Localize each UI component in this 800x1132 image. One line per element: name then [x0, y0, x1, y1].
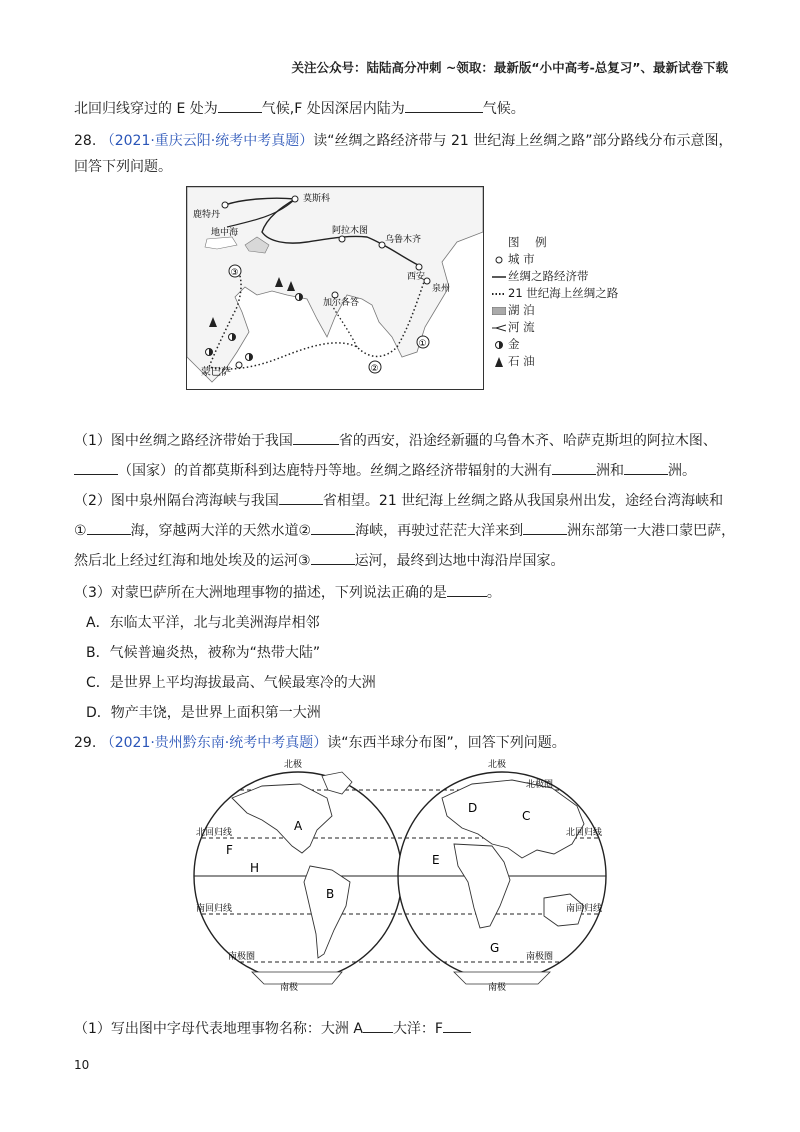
q28-p2-text: 洲东部第一大港口蒙巴萨， — [567, 523, 736, 539]
legend-label: 21 世纪海上丝绸之路 — [508, 286, 619, 300]
page-header: 关注公众号：陆陆高分冲刺 ~领取：最新版“小中高考-总复习”、最新试卷下载 — [291, 60, 728, 75]
lake-icon — [490, 307, 508, 315]
option-c[interactable]: C．是世界上平均海拔最高、气候最寒冷的大洲 — [86, 675, 376, 691]
hemispheres-map-drawing — [192, 758, 610, 994]
q28-stem-line2: 回答下列问题。 — [74, 159, 172, 175]
label-F: F — [226, 843, 233, 857]
map-label-almaty: 阿拉木图 — [332, 226, 369, 236]
q28-number: 28. — [74, 133, 97, 149]
q28-p3-text: （3）对蒙巴萨所在大洲地理事物的描述，下列说法正确的是 — [74, 585, 447, 601]
q28-p2-text: （2）图中泉州隔台湾海峡与我国 — [74, 493, 279, 509]
oil-icon — [490, 357, 508, 367]
map-label-kolkata: 加尔各答 — [323, 298, 360, 308]
solid-line-icon — [490, 274, 508, 280]
label-C: C — [522, 809, 531, 823]
q29-stem — [74, 732, 566, 752]
map-label-c2: ② — [370, 364, 379, 374]
city-icon — [236, 362, 242, 368]
option-b[interactable]: B．气候普遍炎热，被称为“热带大陆” — [86, 645, 321, 661]
q29-stem-text: 读“东西半球分布图”，回答下列问题。 — [327, 735, 566, 751]
label-arctic-e: 北极圈 — [526, 780, 554, 790]
q28-p2-text: 海，穿越两大洋的天然水道② — [130, 523, 312, 539]
q28-p2-line2 — [74, 520, 735, 540]
q28-p2-text: 运河，最终到达地中海沿岸国家。 — [354, 553, 565, 569]
legend-item — [490, 285, 640, 302]
q28-p1-line2 — [74, 460, 696, 480]
legend-label: 丝绸之路经济带 — [508, 269, 589, 283]
hemispheres-map — [192, 758, 610, 994]
silk-road-map — [186, 186, 484, 390]
label-tropic-s-e: 南回归线 — [566, 904, 603, 914]
answer-blank[interactable] — [363, 1020, 393, 1033]
answer-blank[interactable] — [624, 462, 668, 475]
answer-blank[interactable] — [552, 462, 596, 475]
map-label-moscow: 莫斯科 — [303, 194, 331, 204]
q28-p1-text: （1）图中丝绸之路经济带始于我国 — [74, 433, 293, 449]
city-icon — [339, 236, 345, 242]
top-line-part2: 气候,F 处因深居内陆为 — [261, 101, 405, 117]
answer-blank[interactable] — [311, 522, 355, 535]
top-line-part1: 北回归线穿过的 E 处为 — [74, 101, 218, 117]
map-label-xian: 西安 — [407, 272, 426, 282]
label-D: D — [468, 801, 478, 815]
label-north-pole-e: 北极 — [488, 760, 507, 770]
q28-p2-text: 省相望。21 世纪海上丝绸之路从我国泉州出发，途经台湾海峡和 — [322, 493, 724, 509]
q28-p3-text: 。 — [486, 585, 501, 601]
silk-road-map-drawing — [187, 187, 483, 389]
legend-label: 湖 泊 — [508, 303, 535, 317]
legend-item — [490, 319, 640, 336]
q28-p1-text: 省的西安，沿途经新疆的乌鲁木齐、哈萨克斯坦的阿拉木图、 — [338, 433, 717, 449]
top-line-part3: 气候。 — [482, 101, 525, 117]
label-E: E — [432, 853, 440, 867]
label-north-pole-w: 北极 — [284, 760, 303, 770]
q29-source: （2021·贵州黔东南·统考中考真题） — [100, 735, 328, 751]
city-icon — [292, 196, 298, 202]
q29-p1-text: （1）写出图中字母代表地理事物名称：大洲 A — [74, 1021, 363, 1037]
map-label-urumqi: 乌鲁木齐 — [385, 235, 422, 245]
page-number: 10 — [74, 1058, 90, 1072]
river-icon — [490, 323, 508, 333]
legend-item — [490, 268, 640, 285]
map-label-sea: 地中海 — [211, 228, 239, 238]
answer-blank[interactable] — [443, 1020, 471, 1033]
city-icon — [490, 255, 508, 265]
dotted-line-icon — [490, 291, 508, 297]
option-d[interactable]: D．物产丰饶，是世界上面积第一大洲 — [86, 705, 321, 721]
answer-blank[interactable] — [218, 100, 262, 113]
label-antarctic-e: 南极圈 — [526, 952, 554, 962]
answer-blank[interactable] — [293, 432, 339, 445]
label-tropic-s-w: 南回归线 — [196, 904, 233, 914]
q28-p2-line3 — [74, 550, 565, 570]
label-A: A — [294, 819, 303, 833]
answer-blank[interactable] — [74, 462, 118, 475]
map-label-mombasa: 蒙巴萨 — [201, 367, 231, 378]
label-G: G — [490, 941, 500, 955]
label-antarctic-w: 南极圈 — [228, 952, 256, 962]
q28-p2-text: ① — [74, 523, 87, 539]
q28-source: （2021·重庆云阳·统考中考真题） — [100, 133, 314, 149]
legend-label: 石 油 — [508, 354, 535, 368]
legend-item — [490, 353, 640, 370]
map-label-quanzhou: 泉州 — [432, 284, 451, 294]
answer-blank[interactable] — [87, 522, 131, 535]
legend-item — [490, 302, 640, 319]
q28-p2-line1 — [74, 490, 723, 510]
legend-title: 图 例 — [508, 235, 553, 249]
city-icon — [222, 202, 228, 208]
answer-blank[interactable] — [311, 552, 355, 565]
map-label-c3: ③ — [230, 268, 239, 278]
label-south-pole-w: 南极 — [280, 983, 299, 993]
q28-p2-text: 然后北上经过红海和地处埃及的运河③ — [74, 553, 311, 569]
answer-blank[interactable] — [523, 522, 567, 535]
q28-stem: 读“丝绸之路经济带与 21 世纪海上丝绸之路”部分路线分布示意图， — [313, 133, 733, 149]
q28-p1-text: 洲和 — [596, 463, 624, 479]
q28-p2-text: 海峡，再驶过茫茫大洋来到 — [355, 523, 524, 539]
q29-p1-text: 大洋：F — [392, 1021, 443, 1037]
q29-number: 29. — [74, 735, 97, 751]
label-tropic-n-e: 北回归线 — [566, 828, 603, 838]
legend-item — [490, 251, 640, 268]
legend-label: 城 市 — [508, 252, 535, 266]
q29-p1 — [74, 1018, 471, 1038]
top-line — [74, 98, 525, 118]
q28-p1-text: （国家）的首都莫斯科到达鹿特丹等地。丝绸之路经济带辐射的大洲有 — [118, 463, 552, 479]
map-label-lutedam: 鹿特丹 — [193, 210, 221, 220]
answer-blank[interactable] — [405, 100, 483, 113]
legend-label: 河 流 — [508, 320, 535, 334]
map-label-c1: ① — [418, 339, 427, 349]
label-tropic-n-w: 北回归线 — [196, 828, 233, 838]
q28-stem-line1 — [74, 130, 732, 150]
label-B: B — [326, 887, 335, 901]
legend-label: 金 — [508, 337, 520, 351]
label-south-pole-e: 南极 — [488, 983, 507, 993]
city-icon — [416, 264, 422, 270]
option-a[interactable]: A．东临太平洋，北与北美洲海岸相邻 — [86, 615, 320, 631]
label-H: H — [250, 861, 260, 875]
map-legend — [490, 234, 640, 370]
q28-p1-text: 洲。 — [668, 463, 696, 479]
answer-blank[interactable] — [447, 584, 487, 597]
answer-blank[interactable] — [279, 492, 323, 505]
q28-p3 — [74, 582, 501, 602]
q28-p1-line1 — [74, 430, 717, 450]
legend-item — [490, 336, 640, 353]
gold-icon — [490, 340, 508, 350]
